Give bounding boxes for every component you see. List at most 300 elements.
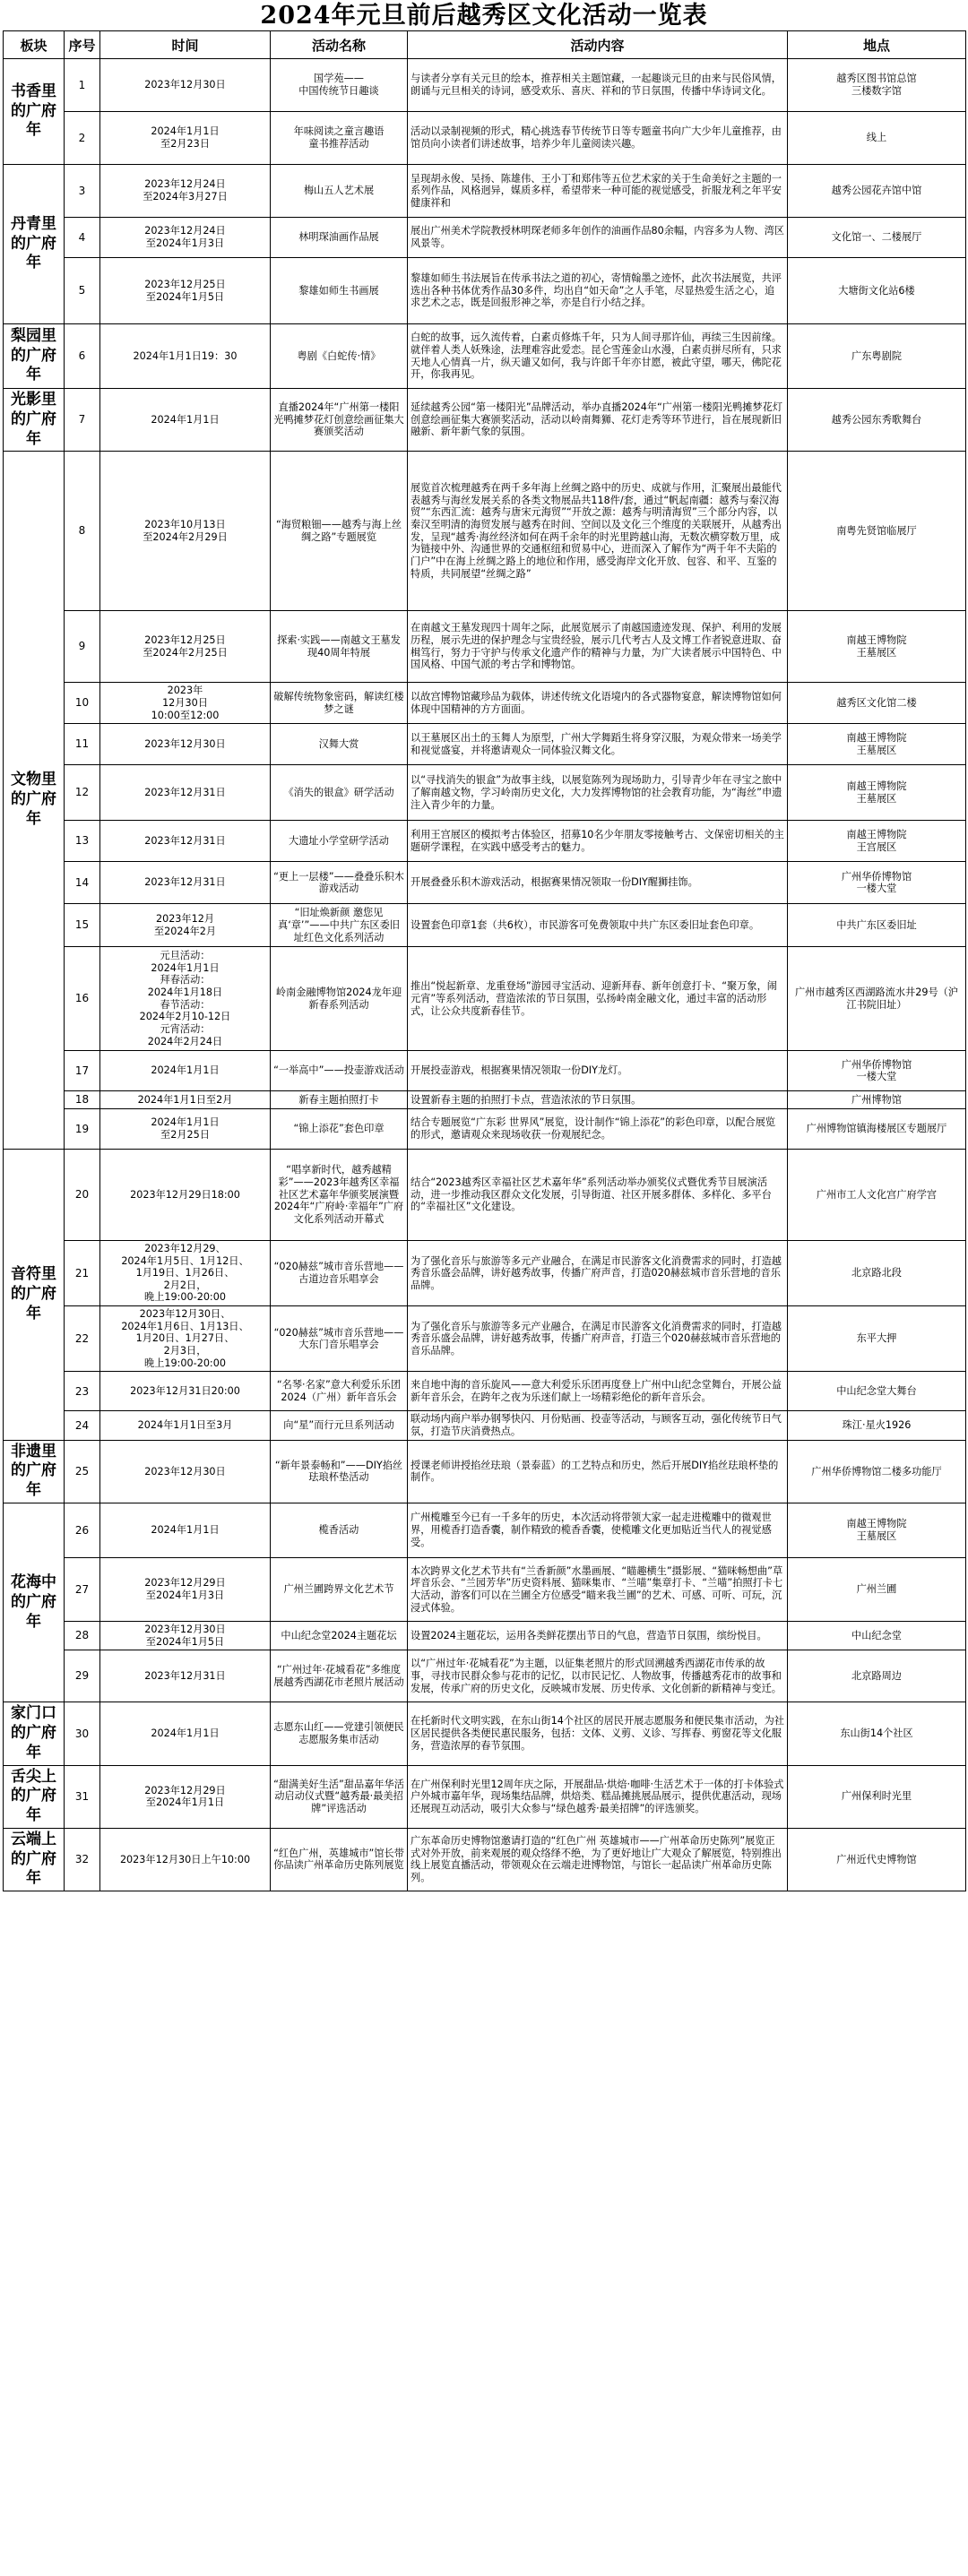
location-cell <box>788 324 966 389</box>
activity-name-line: 榄香活动 <box>318 1524 359 1537</box>
time-line: 至2024年3月27日 <box>143 191 228 202</box>
activity-name-line: “旧址焕新颜 邀您见真‘章’”——中共广东区委旧址红色文化系列活动 <box>278 907 400 943</box>
location-line: 文化馆一、二楼展厅 <box>831 231 922 244</box>
activity-name-cell <box>271 683 408 724</box>
location-cell <box>788 765 966 821</box>
activity-name-cell <box>271 452 408 611</box>
time-line: 拜春活动： <box>160 974 211 986</box>
time-line: 2023年12月31日 <box>144 834 226 847</box>
location-line: 广州华侨博物馆 <box>841 1058 912 1071</box>
location-cell <box>788 1108 966 1149</box>
number-cell: 18 <box>65 1091 100 1109</box>
time-cell <box>100 1503 271 1557</box>
section-cell: 光影里的广府年 <box>4 389 65 452</box>
location-line: 王墓展区 <box>856 646 897 659</box>
section-cell: 书香里的广府年 <box>4 59 65 165</box>
section-cell: 非遗里的广府年 <box>4 1440 65 1503</box>
location-line: 中山纪念堂 <box>851 1629 902 1641</box>
activity-content-cell: 本次跨界文化艺术节共有“兰香新颜”水墨画展、“瞄趣横生”摄影展、“猫咪畅想曲”草坪音乐会、“兰园芳华”历史资料展、猫咪集市、“兰喵”集章打卡、“兰喵”拍照打卡七大活动，游客们可以在兰圃全方位感受“瞄来我兰圃”的艺术、可感、可听、可玩，沉浸式体验。 <box>408 1557 788 1621</box>
number-cell: 20 <box>65 1149 100 1240</box>
location-line: 广州博物馆 <box>851 1093 902 1106</box>
location-line: 南越王博物院 <box>846 634 907 647</box>
time-cell <box>100 324 271 389</box>
activity-content-cell: 展览首次梳理越秀在两千多年海上丝绸之路中的历史、成就与作用，汇聚展出最能代表越秀与海丝发展关系的各类文物展品共118件/套，通过“帆起南疆：越秀与秦汉海贸”“东西汇流：越秀与唐宋元海贸”“开放之源：越秀与明清海贸”三个部分内容，以秦汉至明清的海贸发展与越秀在时间、空间以及文化三个维度的关联展开，从越秀出发，呈现“越秀·海丝经济如何在两千余年的时光里跨越山海，无数次横穿数万里，成为链接中外、沟通世界的交通枢纽和贸易中心，进而深入了解作为“两千年不夫陷的门户”中在海上丝绸之路上的地位和作用，感受海岸文化开放、包容、和平、互鉴的特质，共同展望“丝绸之路” <box>408 452 788 611</box>
number-cell: 21 <box>65 1240 100 1305</box>
number-cell: 28 <box>65 1621 100 1650</box>
time-line: 2023年12月30日 <box>144 1465 226 1478</box>
activity-name-line: 黎雄如师生书画展 <box>298 284 379 297</box>
activity-content-cell: 以“寻找消失的银盒”为故事主线，以展览陈列为现场助力，引导青少年在寻宝之旅中了解南越文物，学习岭南历史文化，大力发挥博物馆的社会教育功能，为“海丝”申遗注入青少年的力量。 <box>408 765 788 821</box>
time-line: 1月20日、1月27日、 <box>135 1332 235 1345</box>
activity-name-line: 中山纪念堂2024主题花坛 <box>281 1629 397 1641</box>
header-location: 地点 <box>788 31 966 59</box>
time-line: 2024年1月1日 <box>151 961 220 974</box>
time-line: 2024年1月1日 <box>151 1727 220 1740</box>
time-cell <box>100 1440 271 1503</box>
time-line: 2024年1月1日 <box>151 1116 220 1129</box>
location-line: 中山纪念堂大舞台 <box>836 1385 917 1398</box>
activity-name-line: “一举高中”——投壶游戏活动 <box>273 1064 404 1077</box>
location-line: 越秀区文化馆二楼 <box>836 696 917 709</box>
time-line: 元宵活动： <box>160 1023 211 1036</box>
time-line: 至2月25日 <box>160 1128 210 1141</box>
activity-content-cell: 推出“悦起新章、龙重登场”游园寻宝活动、迎新拜春、新年创意打卡、“聚万象，闹元宵”等系列活动，营造浓浓的节日氛围，弘扬岭南金融文化，通过丰富的活动形式，让公众共度新春佳节。 <box>408 947 788 1051</box>
time-line: 至2024年1月5日 <box>145 290 225 303</box>
location-line: 王墓展区 <box>856 744 897 756</box>
table-row <box>4 389 966 452</box>
table-row <box>4 1765 966 1828</box>
location-line: 王宫展区 <box>856 840 897 853</box>
header-activity-content: 活动内容 <box>408 31 788 59</box>
section-cell: 丹青里的广府年 <box>4 165 65 324</box>
activity-name-line: 年味阅读之童言趣语 <box>293 125 385 138</box>
activity-name-cell <box>271 1411 408 1440</box>
activity-name-line: 中国传统节日趣谈 <box>298 85 379 97</box>
location-cell <box>788 389 966 452</box>
activity-content-cell: 为了强化音乐与旅游等多元产业融合，在满足市民游客文化消费需求的同时，打造越秀音乐盛会品牌，讲好越秀故事，传播广府声音，打造020赫兹城市音乐营地的音乐品牌。 <box>408 1240 788 1305</box>
number-cell: 23 <box>65 1372 100 1411</box>
time-line: 2024年1月1日 <box>151 1524 220 1537</box>
activity-name-line: 岭南金融博物馆2024龙年迎新春系列活动 <box>275 986 402 1011</box>
activity-name-line: 粤剧《白蛇传·情》 <box>297 349 381 362</box>
activity-name-cell <box>271 1650 408 1702</box>
activity-content-cell: 来自地中海的音乐旋风——意大利爱乐乐团再度登上广州中山纪念堂舞台，开展公益新年音乐会，在跨年之夜为乐迷们献上一场精彩绝伦的新年音乐会。 <box>408 1372 788 1411</box>
activity-content-cell: 在托新时代文明实践，在东山街14个社区的居民开展志愿服务和便民集市活动，为社区居民提供各类便民惠民服务，包括：文体、义剪、义诊、写挥春、剪窗花等文化服务，营造浓厚的春节氛围。 <box>408 1702 788 1765</box>
table-row <box>4 452 966 611</box>
time-cell <box>100 389 271 452</box>
number-cell: 9 <box>65 611 100 683</box>
time-line: 2023年12月31日 <box>144 786 226 798</box>
table-row <box>4 1149 966 1240</box>
time-line: 至2024年2月25日 <box>143 646 228 659</box>
time-line: 至2024年2月29日 <box>143 530 228 543</box>
activity-name-cell <box>271 324 408 389</box>
time-line: 2024年1月1日19：30 <box>133 349 238 362</box>
activity-name-cell <box>271 765 408 821</box>
table-row <box>4 1411 966 1440</box>
activity-content-cell: 延续越秀公园“第一楼阳光”品牌活动，举办直播2024年“广州第一楼阳光鸭摊梦花灯创意绘画征集大赛颁奖活动，活动以岭南舞狮、花灯走秀等环节进行，旨在展现新旧融新、新年新气象的氛围。 <box>408 389 788 452</box>
activity-content-cell: 联动场内商户举办钢琴快闪、月份贴画、投壶等活动，与顾客互动，强化传统节日气氛，打造节庆消费热点。 <box>408 1411 788 1440</box>
number-cell: 30 <box>65 1702 100 1765</box>
activity-name-line: “红色广州，英雄城市”馆长带你品读广州革命历史陈列展览 <box>273 1847 404 1872</box>
time-line: 至2024年1月3日 <box>145 1589 225 1601</box>
table-body <box>4 59 966 1891</box>
section-cell: 花海中的广府年 <box>4 1503 65 1702</box>
time-line: 2023年12月31日 <box>144 876 226 889</box>
time-cell <box>100 452 271 611</box>
table-row <box>4 862 966 904</box>
location-line: 北京路北段 <box>851 1267 902 1279</box>
location-line: 中共广东区委旧址 <box>836 918 917 931</box>
time-cell <box>100 258 271 324</box>
location-line: 东山街14个社区 <box>840 1727 913 1740</box>
activity-name-line: 大遗址小学堂研学活动 <box>289 834 389 847</box>
number-cell: 29 <box>65 1650 100 1702</box>
location-cell <box>788 1650 966 1702</box>
activity-name-cell <box>271 947 408 1051</box>
location-cell <box>788 1051 966 1091</box>
table-row <box>4 904 966 947</box>
table-row <box>4 724 966 765</box>
location-cell <box>788 1372 966 1411</box>
activity-content-cell: 为了强化音乐与旅游等多元产业融合，在满足市民游客文化消费需求的同时，打造越秀音乐盛会品牌，讲好越秀故事，传播广府声音，打造三个020赫兹城市音乐营地的音乐品牌。 <box>408 1306 788 1372</box>
activity-name-line: 探索·实践——南越文王墓发现40周年特展 <box>277 634 401 659</box>
location-cell <box>788 904 966 947</box>
location-cell <box>788 1240 966 1305</box>
location-cell <box>788 947 966 1051</box>
number-cell: 3 <box>65 165 100 218</box>
activity-content-cell: 结合“2023越秀区幸福社区艺术嘉年华”系列活动举办颁奖仪式暨优秀节目展演活动，进一步推动我区群众文化发展，引导街道、社区开展多群体、多样化、多平台的“幸福社区”文化建设。 <box>408 1149 788 1240</box>
time-line: 2023年12月25日 <box>144 278 226 290</box>
activity-content-cell: 白蛇的故事，远久流传着，白素贞修炼千年，只为人间寻那许仙，再续三生因前缘。就伴着人类人妖殊途，法理难容此爱恋。昆仑雪莲金山水漫，白素贞拼尽所有，只求天地人心情真一片，纵天谴又如何，我与许郎千年亦甘愿，被此守望，哪天，佛陀花开，你我再见。 <box>408 324 788 389</box>
number-cell: 11 <box>65 724 100 765</box>
location-line: 南越王博物院 <box>846 780 907 793</box>
number-cell: 14 <box>65 862 100 904</box>
table-row <box>4 1091 966 1109</box>
activity-content-cell: 设置套色印章1套（共6枚），市民游客可免费领取中共广东区委旧址套色印章。 <box>408 904 788 947</box>
activity-name-cell <box>271 904 408 947</box>
time-cell <box>100 1091 271 1109</box>
activity-name-line: 林明琛油画作品展 <box>298 231 379 244</box>
time-cell <box>100 821 271 862</box>
time-line: 2024年1月1日 <box>151 125 220 138</box>
activity-name-cell <box>271 1240 408 1305</box>
time-cell <box>100 765 271 821</box>
activity-name-cell <box>271 258 408 324</box>
location-line: 广州兰圃 <box>856 1583 897 1596</box>
time-cell <box>100 1149 271 1240</box>
activity-name-cell <box>271 724 408 765</box>
header-section: 板块 <box>4 31 65 59</box>
time-line: 至2024年1月3日 <box>145 237 225 249</box>
number-cell: 8 <box>65 452 100 611</box>
location-line: 一楼大堂 <box>856 1071 897 1083</box>
location-cell <box>788 165 966 218</box>
activity-name-cell <box>271 1621 408 1650</box>
time-cell <box>100 947 271 1051</box>
time-cell <box>100 165 271 218</box>
activity-name-line: 广州兰圃跨界文化艺术节 <box>283 1583 394 1596</box>
number-cell: 17 <box>65 1051 100 1091</box>
table-row <box>4 1557 966 1621</box>
time-line: 2023年12月29日 <box>144 1784 226 1796</box>
time-cell <box>100 1240 271 1305</box>
time-cell <box>100 1765 271 1828</box>
table-row <box>4 947 966 1051</box>
activity-name-line: 梅山五人艺术展 <box>303 185 375 197</box>
time-line: 2023年12月30日、 <box>139 1308 231 1321</box>
table-row <box>4 59 966 112</box>
time-line: 春节活动： <box>160 998 211 1011</box>
activity-name-line: “更上一层楼”——叠叠乐积木游戏活动 <box>273 870 404 895</box>
time-cell <box>100 683 271 724</box>
location-line: 南越王博物院 <box>846 829 907 841</box>
activity-content-cell: 以“广州过年·花城看花”为主题，以征集老照片的形式回溯越秀西湖花市传承的故事，寻找市民群众参与花市的记忆，以市民记忆、人物故事，传播越秀花市的故事和发展，传承广府的历史文化，反映城市发展、历史传承、文化创新的新精神与变迁。 <box>408 1650 788 1702</box>
header-number: 序号 <box>65 31 100 59</box>
activity-name-line: “广州过年·花城看花”多维度展越秀西湖花市老照片展活动 <box>273 1664 404 1688</box>
section-cell: 音符里的广府年 <box>4 1149 65 1440</box>
activity-name-line: “020赫兹”城市音乐营地——古道边音乐唱享会 <box>273 1261 404 1285</box>
location-cell <box>788 1702 966 1765</box>
number-cell: 5 <box>65 258 100 324</box>
time-line: 2023年 <box>167 685 203 697</box>
activity-name-cell <box>271 1306 408 1372</box>
location-cell <box>788 862 966 904</box>
time-line: 2月2日， <box>163 1279 207 1291</box>
activity-name-cell <box>271 1503 408 1557</box>
table-row <box>4 821 966 862</box>
time-line: 2023年12月29日 <box>144 1577 226 1590</box>
location-cell <box>788 1411 966 1440</box>
activity-name-cell <box>271 1149 408 1240</box>
location-line: 广州博物馆镇海楼展区专题展厅 <box>806 1123 947 1135</box>
location-line: 南粤先贤馆临展厅 <box>836 524 917 537</box>
location-line: 王墓展区 <box>856 1529 897 1542</box>
location-cell <box>788 1306 966 1372</box>
number-cell: 4 <box>65 218 100 258</box>
location-line: 广州华侨博物馆 <box>841 870 912 883</box>
activity-name-line: 向“星”而行元旦系列活动 <box>283 1419 394 1432</box>
location-line: 广州保利时光里 <box>841 1790 912 1803</box>
table-header-row <box>4 31 966 59</box>
location-line: 线上 <box>866 132 887 144</box>
activity-name-cell <box>271 611 408 683</box>
time-line: 2023年12月30日 <box>144 1623 226 1635</box>
activity-content-cell: 以王墓展区出土的玉舞人为原型，广州大学舞蹈生将身穿汉服，为观众带来一场美学和视觉盛宴，并将邀请观众一同体验汉舞文化。 <box>408 724 788 765</box>
time-cell <box>100 1108 271 1149</box>
activity-name-line: “新年景泰畅和”——DIY掐丝珐琅杯垫活动 <box>274 1459 403 1484</box>
number-cell: 10 <box>65 683 100 724</box>
activity-content-cell: 利用王宫展区的模拟考古体验区，招募10名少年朋友零接触考古、文保密切相关的主题研学课程，在实践中感受考古的魅力。 <box>408 821 788 862</box>
table-row <box>4 611 966 683</box>
location-cell <box>788 1828 966 1891</box>
document-title: 2024年元旦前后越秀区文化活动一览表 <box>260 2 708 30</box>
time-line: 2024年1月1日至3月 <box>137 1419 233 1432</box>
time-line: 2023年12月30日 <box>144 737 226 750</box>
activity-content-cell: 结合专题展览“广东彩 世界风”展览，设计制作“锦上添花”的彩色印章，以配合展览的形式，邀请观众来现场收获一份观展纪念。 <box>408 1108 788 1149</box>
time-cell <box>100 1621 271 1650</box>
section-cell: 舌尖上的广府年 <box>4 1765 65 1828</box>
time-line: 至2024年2月 <box>153 925 217 937</box>
time-line: 12月30日 <box>162 696 208 709</box>
activity-content-cell: 在南越文王墓发现四十周年之际，此展览展示了南越国遗迹发现、保护、利用的发展历程，展示先进的保护理念与宝贵经验，展示几代考古人及文博工作者锐意进取、奋楫笃行，努力于守护与传承文化遗产作的精神与力量，为广大读者展示中国特色、中国风格、中国气派的考古学和博物馆。 <box>408 611 788 683</box>
activity-name-cell <box>271 1765 408 1828</box>
time-line: 1月19日、1月26日、 <box>135 1267 235 1279</box>
activity-content-cell: 展出广州美术学院教授林明琛老师多年创作的油画作品80余幅，内容多为人物、湾区风景等。 <box>408 218 788 258</box>
location-cell <box>788 258 966 324</box>
activity-content-cell: 授课老师讲授掐丝珐琅（景泰蓝）的工艺特点和历史，然后开展DIY掐丝珐琅杯垫的制作。 <box>408 1440 788 1503</box>
time-cell <box>100 904 271 947</box>
number-cell: 12 <box>65 765 100 821</box>
location-line: 北京路周边 <box>851 1669 902 1682</box>
time-line: 2024年1月1日 <box>151 413 220 426</box>
activity-name-line: “020赫兹”城市音乐营地——大东门音乐唱享会 <box>273 1326 404 1351</box>
location-cell <box>788 683 966 724</box>
time-line: 2024年1月18日 <box>147 986 223 999</box>
activity-name-cell <box>271 1091 408 1109</box>
time-cell <box>100 611 271 683</box>
activity-name-line: 志愿东山红——党建引领便民志愿服务集市活动 <box>273 1721 404 1745</box>
time-cell <box>100 862 271 904</box>
activity-content-cell: 开展投壶游戏，根据赛果情况领取一份DIY龙灯。 <box>408 1051 788 1091</box>
location-line: 南越王博物院 <box>846 732 907 745</box>
number-cell: 1 <box>65 59 100 112</box>
time-line: 2023年12月29、 <box>144 1242 226 1254</box>
time-line: 2024年1月1日至2月 <box>137 1093 233 1106</box>
location-line: 一楼大堂 <box>856 883 897 895</box>
time-line: 晚上19:00-20:00 <box>144 1357 226 1369</box>
table-row <box>4 1650 966 1702</box>
table-row <box>4 1503 966 1557</box>
time-line: 至2月23日 <box>160 138 210 150</box>
header-activity-name: 活动名称 <box>271 31 408 59</box>
activity-content-cell: 广州榄雕至今已有一千多年的历史，本次活动将带领大家一起走进榄雕中的微观世界，用榄香打造香囊，制作精致的榄香香囊，使榄雕文化更加贴近当代人的视觉感受。 <box>408 1503 788 1557</box>
location-cell <box>788 1091 966 1109</box>
table-row <box>4 1828 966 1891</box>
location-line: 广东粤剧院 <box>851 349 902 362</box>
location-cell <box>788 724 966 765</box>
table-row <box>4 1240 966 1305</box>
table-row <box>4 765 966 821</box>
activity-name-line: 直播2024年“广州第一楼阳光鸭摊梦花灯创意绘画征集大赛颁奖活动 <box>273 401 404 438</box>
header-time: 时间 <box>100 31 271 59</box>
time-line: 2024年2月10-12日 <box>139 1011 231 1023</box>
activity-name-cell <box>271 821 408 862</box>
location-line: 珠江·星火1926 <box>842 1419 912 1432</box>
location-line: 大塘街文化站6楼 <box>838 284 915 297</box>
number-cell: 13 <box>65 821 100 862</box>
table-row <box>4 258 966 324</box>
table-row <box>4 1621 966 1650</box>
activity-name-line: “海贸粮钿——越秀与海上丝绸之路”专题展览 <box>275 519 402 543</box>
activity-name-cell <box>271 59 408 112</box>
time-line: 2023年12月24日 <box>144 225 226 237</box>
location-line: 南越王博物院 <box>846 1518 907 1530</box>
activity-content-cell: 黎雄如师生书法展旨在传承书法之道的初心，寄情翰墨之迹怀，此次书法展览，共评选出各种书体优秀作品30多件，均出自“如天命”之人手笔，尽显热爱生活之心，追求艺术之志，既是回报形神之举，亦是自行小结之择。 <box>408 258 788 324</box>
time-line: 2024年1月1日 <box>151 1064 220 1077</box>
time-line: 2月3日， <box>163 1345 207 1357</box>
location-cell <box>788 112 966 165</box>
number-cell: 31 <box>65 1765 100 1828</box>
activity-content-cell: 以故宫博物馆藏珍品为载体，讲述传统文化语境内的各式器物宴意，解读博物馆如何体现中国精神的方方面面。 <box>408 683 788 724</box>
activity-content-cell: 与读者分享有关元旦的绘本，推荐相关主题馆藏，一起趣谈元旦的由来与民俗风情，朗诵与元旦相关的诗词，感受欢乐、喜庆、祥和的节日氛围，传播中华诗词文化。 <box>408 59 788 112</box>
activity-name-line: 童书推荐活动 <box>308 138 369 150</box>
time-cell <box>100 1306 271 1372</box>
time-line: 晚上19:00-20:00 <box>144 1291 226 1304</box>
number-cell: 15 <box>65 904 100 947</box>
time-cell <box>100 1051 271 1091</box>
location-cell <box>788 452 966 611</box>
time-line: 2023年12月 <box>155 913 215 926</box>
number-cell: 19 <box>65 1108 100 1149</box>
location-cell <box>788 1440 966 1503</box>
activity-name-cell <box>271 165 408 218</box>
table-row <box>4 324 966 389</box>
time-cell <box>100 59 271 112</box>
activity-name-line: 国学苑—— <box>314 73 364 85</box>
location-line: 广州市越秀区西湖路流水井29号（沪江书院旧址） <box>794 986 959 1011</box>
activity-name-line: 新春主题拍照打卡 <box>298 1093 379 1106</box>
number-cell: 2 <box>65 112 100 165</box>
activity-name-cell <box>271 1440 408 1503</box>
time-cell <box>100 218 271 258</box>
number-cell: 16 <box>65 947 100 1051</box>
activity-name-cell <box>271 218 408 258</box>
table-row <box>4 1702 966 1765</box>
location-line: 广州华侨博物馆二楼多功能厅 <box>811 1465 942 1478</box>
activity-name-cell <box>271 1051 408 1091</box>
activity-content-cell: 开展叠叠乐积木游戏活动，根据赛果情况领取一份DIY醒狮挂饰。 <box>408 862 788 904</box>
activity-name-cell <box>271 1557 408 1621</box>
location-line: 广州市工人文化宫广府学宫 <box>816 1188 938 1201</box>
activity-content-cell: 设置新春主题的拍照打卡点，营造浓浓的节日氛围。 <box>408 1091 788 1109</box>
time-line: 2023年12月24日 <box>144 178 226 191</box>
number-cell: 24 <box>65 1411 100 1440</box>
location-line: 东平大押 <box>856 1332 897 1345</box>
time-line: 2023年12月30日上午10:00 <box>119 1853 251 1865</box>
table-row <box>4 1108 966 1149</box>
activity-name-cell <box>271 1828 408 1891</box>
activity-name-line: 破解传统物象密码，解读红楼梦之谜 <box>273 691 404 715</box>
location-cell <box>788 1503 966 1557</box>
time-cell <box>100 1650 271 1702</box>
time-line: 2023年12月25日 <box>144 634 226 647</box>
table-row <box>4 1306 966 1372</box>
time-line: 2024年1月5日、1月12日、 <box>121 1254 249 1267</box>
time-line: 2024年2月24日 <box>147 1035 223 1047</box>
activity-content-cell: 活动以录制视频的形式，精心挑选春节传统节日等专题童书向广大少年儿童推荐，由馆员向小读者们讲述故事，培养少年儿童阅读兴趣。 <box>408 112 788 165</box>
time-cell <box>100 1828 271 1891</box>
time-line: 2023年12月29日18:00 <box>130 1188 240 1201</box>
activity-content-cell: 呈现胡永俊、吴扬、陈雄伟、王小丁和郑伟等五位艺术家的关于生命美好之主题的一系列作品，风格迥异，媒质多样，希望带来一种可能的视觉感受，折服龙利之年平安健康祥和 <box>408 165 788 218</box>
time-line: 元旦活动： <box>160 950 211 962</box>
location-cell <box>788 1765 966 1828</box>
table-row <box>4 683 966 724</box>
activity-name-cell <box>271 389 408 452</box>
time-line: 2023年12月31日 <box>144 1669 226 1682</box>
time-cell <box>100 1372 271 1411</box>
location-line: 越秀公园东秀歌舞台 <box>831 413 922 426</box>
activity-name-line: “名琴·名家”意大利爱乐乐团2024（广州）新年音乐会 <box>276 1379 402 1403</box>
activity-content-cell: 在广州保利时光里12周年庆之际，开展甜品·烘焙·咖啡·生活艺术于一体的打卡体验式户外城市嘉年华，现场集结品牌，烘焙类、糕品摊挑展品展示，提供优惠活动，现场还展现互动活动，吸引大众参与“绿色越秀·最美招牌”的评选颁奖。 <box>408 1765 788 1828</box>
number-cell: 22 <box>65 1306 100 1372</box>
location-cell <box>788 1557 966 1621</box>
time-line: 2023年12月30日 <box>144 79 226 91</box>
time-line: 至2024年1月5日 <box>145 1635 225 1648</box>
activity-name-line: “甜满美好生活”甜品嘉年华活动启动仪式暨“越秀最·最美招牌”评选活动 <box>273 1778 404 1814</box>
location-cell <box>788 59 966 112</box>
location-line: 三楼数字馆 <box>851 85 902 97</box>
